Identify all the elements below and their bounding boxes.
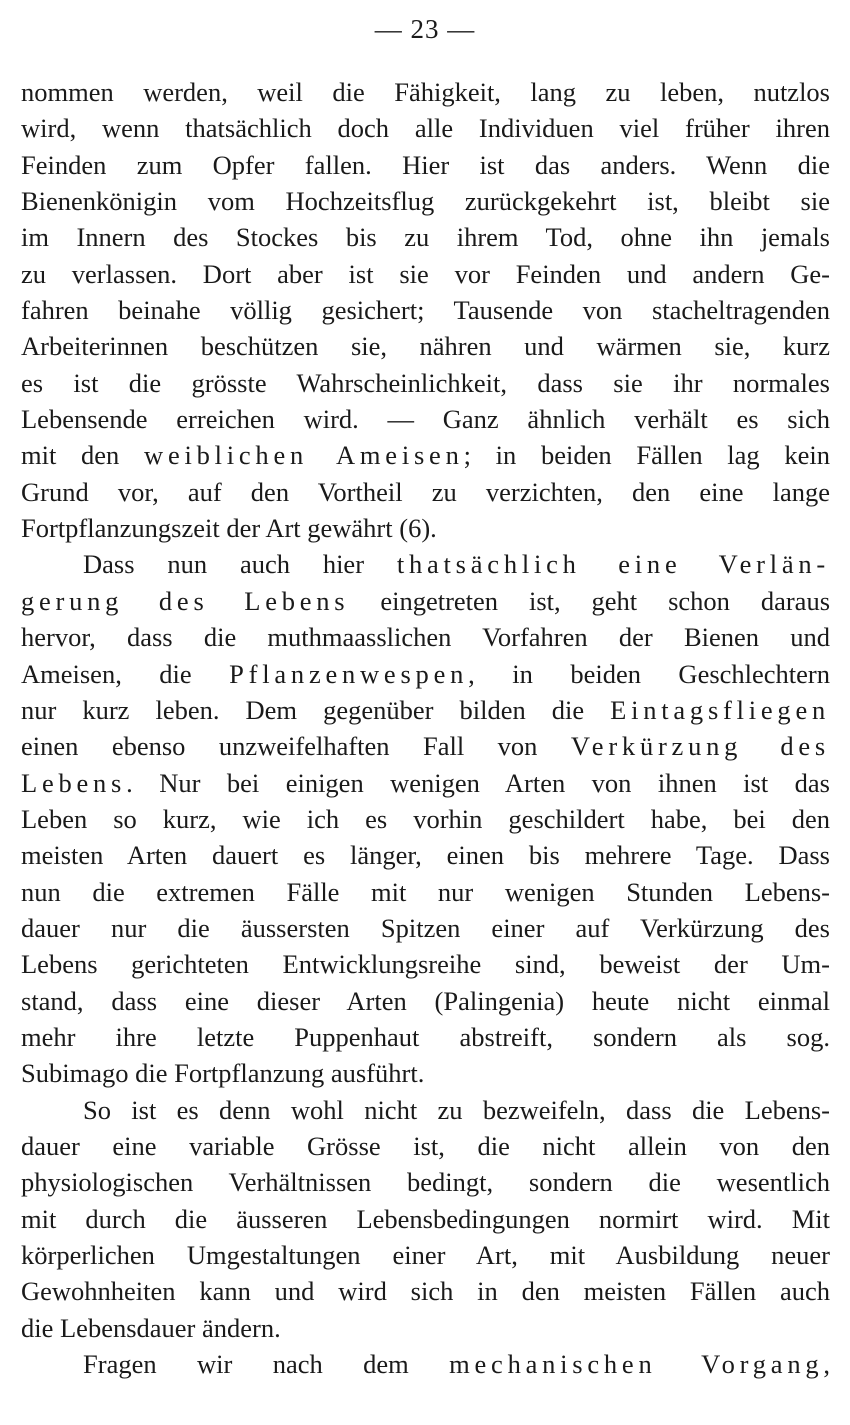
text-run: , in beiden Geschlechtern (468, 658, 830, 689)
spaced-emphasis: weiblichen Ameisen (144, 440, 464, 471)
text-run: nur kurz leben. Dem gegenüber bilden die (21, 694, 611, 725)
text-line: Arbeiterinnen beschützen sie, nähren und wärmen sie, kurz (21, 331, 830, 362)
text-line: Lebensende erreichen wird. — Ganz ähnlich verhält es sich (21, 404, 830, 435)
text-run: Ameisen, die (21, 658, 230, 689)
text-line (21, 583, 830, 619)
spaced-emphasis: Lebens (21, 767, 127, 798)
text-run: . Nur bei einigen wenigen Arten von ihnen ist das (126, 767, 830, 798)
text-line: nun die extremen Fälle mit nur wenigen Stunden Lebens- (21, 876, 830, 907)
page-number: — 23 — (374, 14, 476, 44)
text-line: Fortpflanzungszeit der Art gewährt (6). (21, 513, 437, 544)
text-line: Leben so kurz, wie ich es vorhin geschildert habe, bei den (21, 803, 830, 834)
text-run: , (823, 1349, 830, 1380)
spaced-emphasis: gerung des Lebens (21, 585, 350, 616)
text-line: nommen werden, weil die Fähigkeit, lang zu leben, nutzlos (21, 77, 830, 107)
text-line: dauer eine variable Grösse ist, die nicht allein von den (21, 1130, 830, 1161)
text-line (21, 728, 830, 764)
text-line: fahren beinahe völlig gesichert; Tausende von stacheltragenden (21, 295, 830, 326)
text-line: zu verlassen. Dort aber ist sie vor Feinden und andern Ge- (21, 258, 830, 289)
text-line: hervor, dass die muthmaasslichen Vorfahren der Bienen und (21, 622, 830, 653)
spaced-emphasis: Verkürzung des (570, 731, 830, 762)
text-line: Bienenkönigin vom Hochzeitsflug zurückgekehrt ist, bleibt sie (21, 186, 830, 217)
text-line: So ist es denn wohl nicht zu bezweifeln, dass die Lebens- (83, 1094, 830, 1125)
text-run: Dass nun auch hier (83, 549, 397, 580)
text-run: einen ebenso unzweifelhaften Fall von (21, 731, 571, 762)
text-line (21, 692, 830, 728)
spaced-emphasis: thatsächlich eine Verlän- (396, 549, 830, 580)
spaced-emphasis: Pflanzenwespen (229, 658, 469, 689)
text-line: Subimago die Fortpflanzung ausführt. (21, 1058, 425, 1089)
text-line (21, 656, 830, 692)
text-run: Fragen wir nach dem (83, 1349, 450, 1380)
text-line: körperlichen Umgestaltungen einer Art, mit Ausbildung neuer (21, 1240, 830, 1270)
text-line: stand, dass eine dieser Arten (Palingenia) heute nicht einmal (21, 985, 830, 1016)
text-line: die Lebensdauer ändern. (21, 1312, 281, 1343)
text-line: im Innern des Stockes bis zu ihrem Tod, ohne ihn jemals (21, 222, 830, 253)
text-line: physiologischen Verhältnissen bedingt, sondern die wesentlich (21, 1167, 830, 1198)
text-line: wird, wenn thatsächlich doch alle Individuen viel früher ihren (21, 113, 830, 144)
text-line (21, 546, 830, 582)
spaced-emphasis: mechanischen Vorgang (449, 1349, 824, 1380)
spaced-emphasis: Eintagsfliegen (610, 694, 830, 725)
text-line: Feinden zum Opfer fallen. Hier ist das anders. Wenn die (21, 149, 830, 180)
text-line: es ist die grösste Wahrscheinlichkeit, dass sie ihr normales (21, 367, 830, 398)
text-line: mit durch die äusseren Lebensbedingungen normirt wird. Mit (21, 1203, 830, 1234)
text-line (21, 765, 830, 801)
text-run: mit den (21, 440, 145, 471)
text-line (21, 437, 830, 473)
body-text (21, 74, 830, 1382)
text-line: Gewohnheiten kann und wird sich in den meisten Fällen auch (21, 1276, 830, 1307)
text-line (21, 1346, 830, 1382)
text-line: dauer nur die äussersten Spitzen einer auf Verkürzung des (21, 912, 830, 943)
text-run: eingetreten ist, geht schon daraus (349, 585, 830, 616)
text-line: Grund vor, auf den Vortheil zu verzichten, den eine lange (21, 476, 830, 507)
text-line: mehr ihre letzte Puppenhaut abstreift, sondern als sog. (21, 1021, 830, 1052)
text-line: meisten Arten dauert es länger, einen bis mehrere Tage. Dass (21, 840, 830, 871)
text-run: ; in beiden Fällen lag kein (463, 440, 830, 471)
text-line: Lebens gerichteten Entwicklungsreihe sind, beweist der Um- (21, 949, 830, 980)
